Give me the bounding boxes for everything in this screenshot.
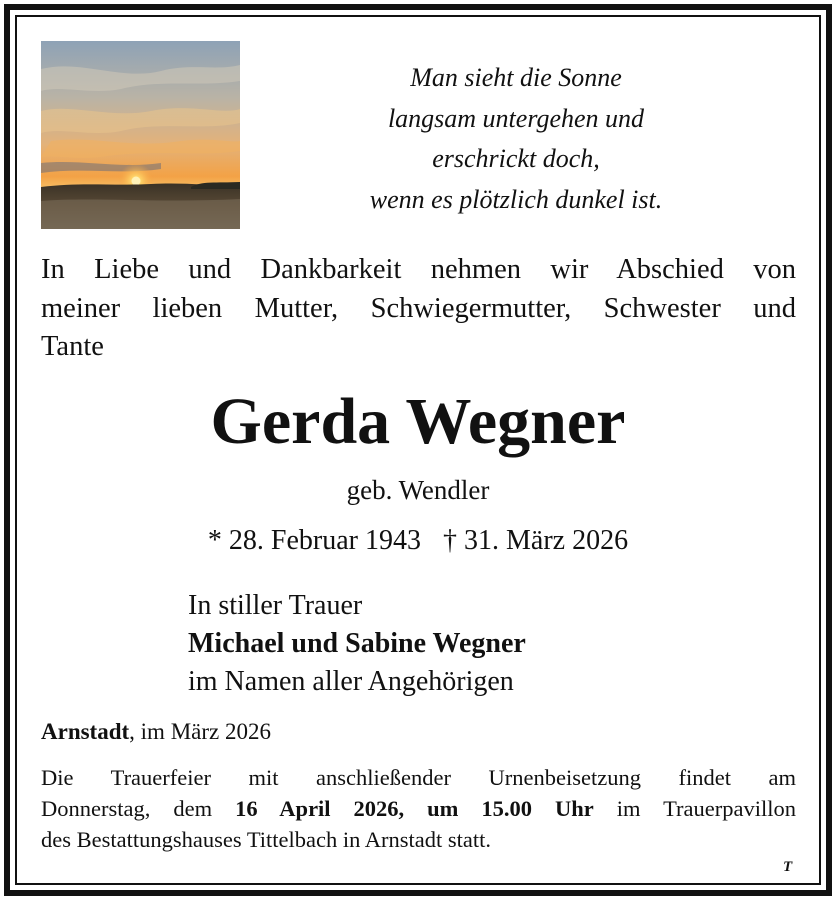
death-date: † 31. März 2026 <box>443 525 629 556</box>
poem-line: Man sieht die Sonne <box>410 63 622 92</box>
poem-line: langsam untergehen und <box>387 103 645 133</box>
intro-line: In Liebe und Dankbarkeit nehmen wir Abschied von <box>41 254 796 285</box>
sunset-photo <box>41 41 240 229</box>
place-month: , im März 2026 <box>129 719 271 744</box>
ceremony-line: Die Trauerfeier mit anschließender Urnenbeisetzung findet am <box>41 765 796 790</box>
ceremony-notice <box>41 762 796 855</box>
ceremony-datetime: 16 April 2026, um 15.00 Uhr <box>235 796 594 821</box>
place-city: Arnstadt <box>41 719 130 744</box>
place-date <box>41 716 271 748</box>
maiden-name: geb. Wendler <box>346 475 490 505</box>
ceremony-line: des Bestattungshauses Tittelbach in Arnstadt statt. <box>41 827 491 852</box>
ceremony-venue: im Trauerpavillon <box>593 796 797 821</box>
poem-line: erschrickt doch, <box>432 144 600 173</box>
poem-line: wenn es plötzlich dunkel ist. <box>369 184 663 214</box>
intro-text <box>41 251 796 367</box>
intro-line: meiner lieben Mutter, Schwiegermutter, Schwester und <box>41 292 796 324</box>
ceremony-line <box>41 793 796 824</box>
relatives-phrase: im Namen aller Angehörigen <box>188 666 514 697</box>
corner-mark: T <box>783 859 793 875</box>
life-dates <box>0 522 836 560</box>
poem <box>300 58 732 220</box>
deceased-name: Gerda Wegner <box>210 385 626 458</box>
mourners-block <box>188 587 526 701</box>
intro-line: Tante <box>41 331 104 362</box>
mourning-phrase: In stiller Trauer <box>188 590 363 621</box>
ceremony-day: Donnerstag, dem <box>41 796 236 821</box>
mourner-names: Michael und Sabine Wegner <box>188 628 526 659</box>
birth-date: * 28. Februar 1943 <box>207 525 421 556</box>
